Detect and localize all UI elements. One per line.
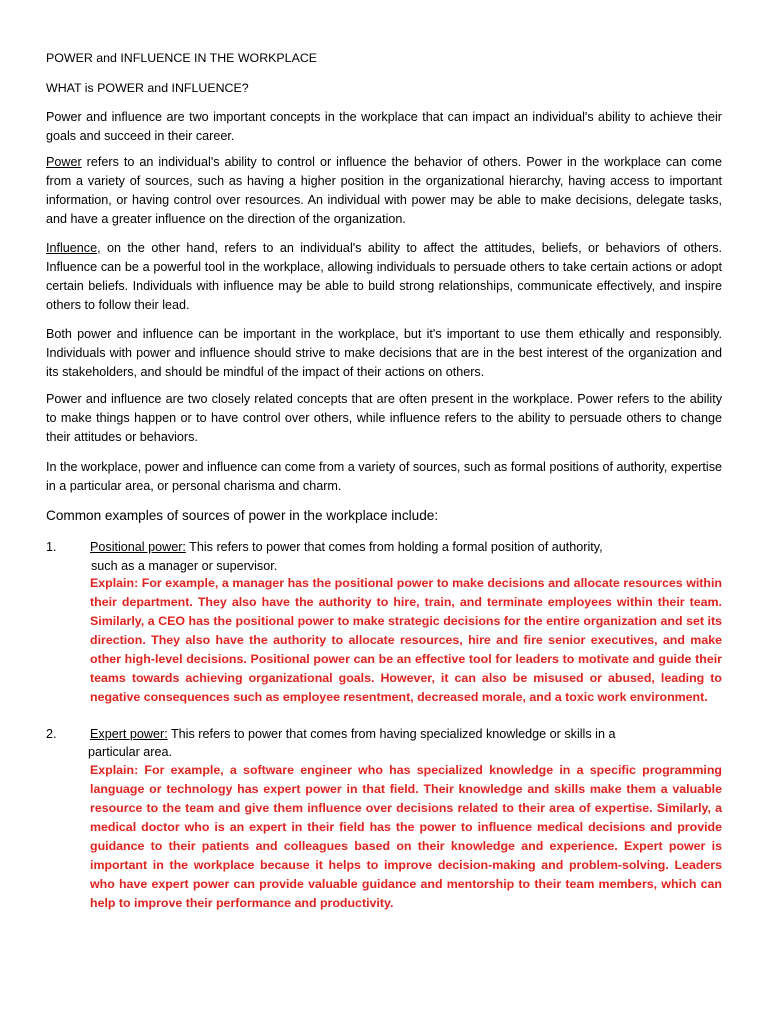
list-item-line: This refers to power that comes from holding a formal position of authority, xyxy=(185,540,603,554)
list-item-expert-power xyxy=(90,725,722,744)
list-item-line: This refers to power that comes from having specialized knowledge or skills in a xyxy=(167,727,616,741)
paragraph-sources: In the workplace, power and influence can come from a variety of sources, such as formal positions of authority, expertise in a particular area, or personal charisma and charm. xyxy=(46,460,722,493)
list-item-positional-power xyxy=(90,538,722,557)
list-item-line-2: such as a manager or supervisor. xyxy=(91,559,278,573)
sources-subheading: Common examples of sources of power in the workplace include: xyxy=(46,508,439,523)
term-influence: Influence, xyxy=(46,241,101,255)
explain-expert-power: Explain: For example, a software engineer who has specialized knowledge in a specific programming language or technology has expert power in that field. Their knowledge and skills make them a valuable resource to the team and give them influence over decisions related to their area of expertise. Similarly, a medical doctor who is an expert in their field has the power to influence medical decisions and provide guidance to their patients and colleagues based on their knowledge and experience. Expert power is important in the workplace because it helps to improve decision-making and problem-solving. Leaders who have expert power can provide valuable guidance and mentorship to their team members, which can help to improve their performance and productivity. xyxy=(90,763,722,910)
paragraph-ethics: Both power and influence can be important in the workplace, but it's important to use them ethically and responsibly. Individuals with power and influence should strive to make decisions that are in the best interest of the organization and its stakeholders, and should be mindful of the impact of their actions on others. xyxy=(46,327,722,379)
document-title: POWER and INFLUENCE IN THE WORKPLACE xyxy=(46,51,318,65)
section-question: WHAT is POWER and INFLUENCE? xyxy=(46,81,249,95)
term-positional-power: Positional power: xyxy=(90,540,186,554)
term-power: Power xyxy=(46,155,82,169)
paragraph-power xyxy=(46,153,722,229)
paragraph-intro: Power and influence are two important concepts in the workplace that can impact an individual's ability to achieve their goals and succeed in their career. xyxy=(46,110,722,143)
list-number: 2. xyxy=(46,727,57,741)
paragraph-power-text: refers to an individual's ability to control or influence the behavior of others. Power in the workplace can come from a variety of sources, such as having a higher position in the organizational hierarchy, having access to important information, or having control over resources. An individual with power may be able to make decisions, delegate tasks, and have a greater influence on the direction of the organization. xyxy=(46,155,722,226)
paragraph-influence-text: on the other hand, refers to an individual's ability to affect the attitudes, beliefs, or behaviors of others. Influence can be a powerful tool in the workplace, allowing individuals to persuade others to take certain actions or adopt certain beliefs. Individuals with influence may be able to build strong relationships, communicate effectively, and inspire others to follow their lead. xyxy=(46,241,722,312)
term-expert-power: Expert power: xyxy=(90,727,168,741)
explain-positional-power: Explain: For example, a manager has the positional power to make decisions and allocate resources within their department. They also have the authority to hire, train, and terminate employees within their team. Similarly, a CEO has the positional power to make strategic decisions for the entire organization and set its direction. They also have the authority to allocate resources, hire and fire senior executives, and make other high-level decisions. Positional power can be an effective tool for leaders to motivate and guide their teams towards achieving organizational goals. However, it can also be misused or abused, leading to negative consequences such as employee resentment, decreased morale, and a toxic work environment. xyxy=(90,576,722,704)
list-item-line-2: particular area. xyxy=(88,745,172,759)
paragraph-influence xyxy=(46,239,722,315)
list-number: 1. xyxy=(46,540,57,554)
paragraph-related-concepts: Power and influence are two closely related concepts that are often present in the workplace. Power refers to the ability to make things happen or to have control over others, while influence refers to the ability to persuade others to change their attitudes or behaviors. xyxy=(46,392,722,444)
